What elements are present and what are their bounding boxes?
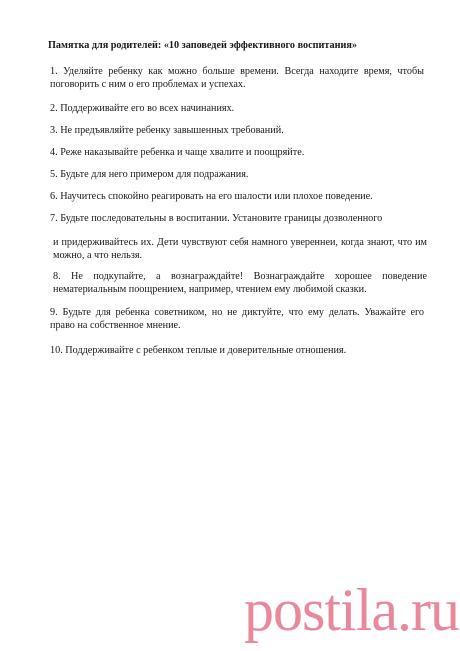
list-item-7-continued: и придерживайтесь их. Дети чувствуют себя намного увереннеи, когда знают, что им можно, а что нельзя. — [53, 237, 427, 261]
list-item-3: 3. Не предъявляйте ребенку завышенных требований. — [50, 125, 284, 136]
list-item-4: 4. Реже наказывайте ребенка и чаще хвалите и поощряйте. — [50, 147, 305, 158]
watermark-logo: postila.ru — [244, 577, 459, 643]
list-item-10: 10. Поддерживайте с ребенком теплые и доверительные отношения. — [50, 345, 347, 356]
document-title: Памятка для родителей: «10 заповедей эффективного воспитания» — [48, 40, 357, 51]
list-item-6: 6. Научитесь спокойно реагировать на его шалости или плохое поведение. — [50, 191, 373, 202]
list-item-7: 7. Будьте последовательны в воспитании. Установите границы дозволенного — [50, 213, 383, 224]
list-item-2: 2. Поддерживайте его во всех начинаниях. — [50, 103, 235, 114]
list-item-8: 8. Не подкупайте, а вознаграждайте! Вознаграждайте хорошее поведение нематериальным поощрением, например, чтением ему любимой сказки. — [53, 271, 427, 295]
list-item-9: 9. Будьте для ребенка советником, но не диктуйте, что ему делать. Уважайте его право на собственное мнение. — [50, 307, 424, 331]
list-item-1: 1. Уделяйте ребенку как можно больше времени. Всегда находите время, чтобы поговорить с ним о его проблемах и успехах. — [50, 66, 424, 90]
list-item-5: 5. Будьте для него примером для подражания. — [50, 169, 249, 180]
